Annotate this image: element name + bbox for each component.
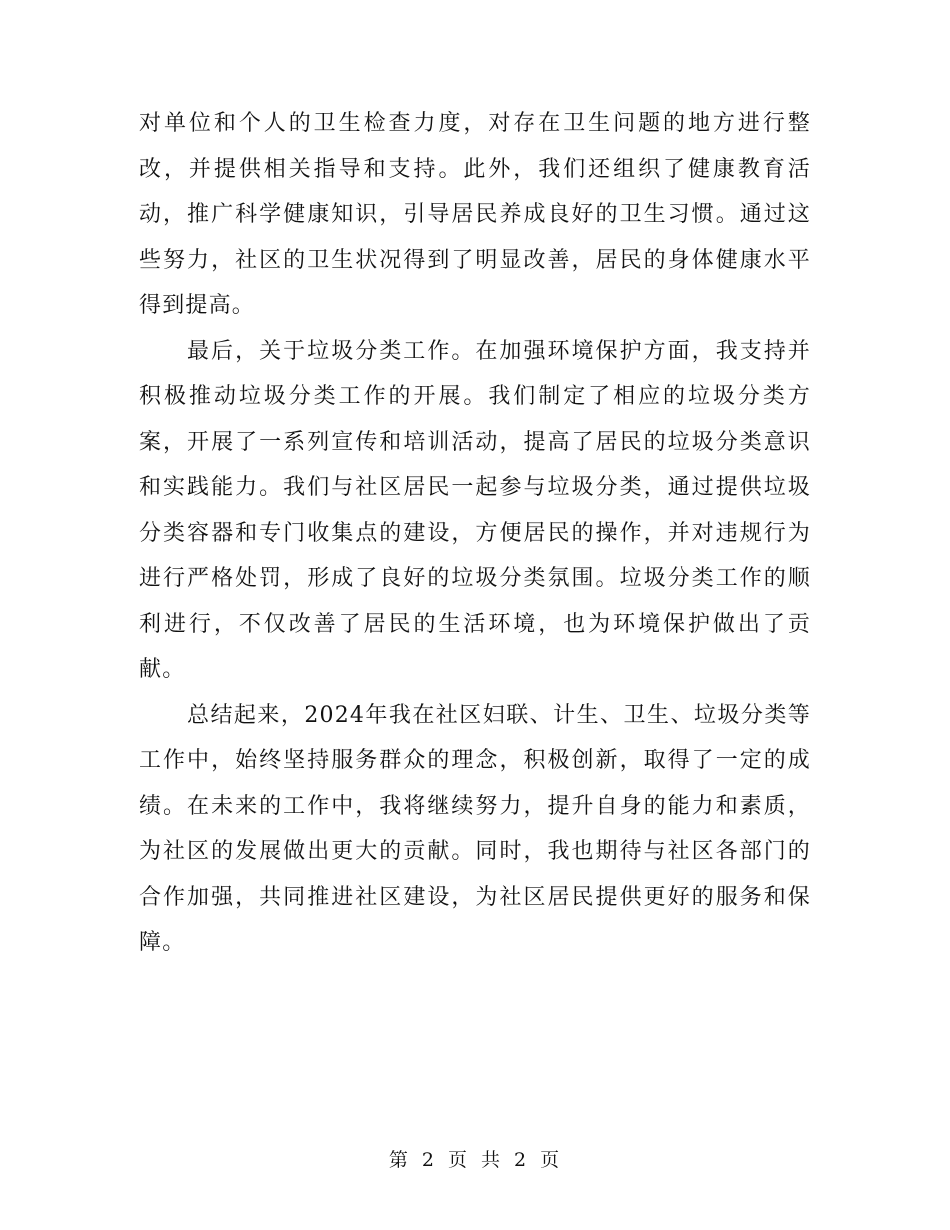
paragraph-summary: 总结起来，2024年我在社区妇联、计生、卫生、垃圾分类等工作中，始终坚持服务群众的理念，积极创新，取得了一定的成绩。在未来的工作中，我将继续努力，提升自身的能力和素质，为社区的发展做出更大的贡献。同时，我也期待与社区各部门的合作加强，共同推进社区建设，为社区居民提供更好的服务和保障。 [139,702,811,955]
paragraph-garbage-sorting: 最后，关于垃圾分类工作。在加强环境保护方面，我支持并积极推动垃圾分类工作的开展。我们制定了相应的垃圾分类方案，开展了一系列宣传和培训活动，提高了居民的垃圾分类意识和实践能力。我们与社区居民一起参与垃圾分类，通过提供垃圾分类容器和专门收集点的建设，方便居民的操作，并对违规行为进行严格处罚，形成了良好的垃圾分类氛围。垃圾分类工作的顺利进行，不仅改善了居民的生活环境，也为环境保护做出了贡献。 [139,338,811,682]
document-body [139,101,811,966]
paragraph-hygiene-continued: 对单位和个人的卫生检查力度，对存在卫生问题的地方进行整改，并提供相关指导和支持。此外，我们还组织了健康教育活动，推广科学健康知识，引导居民养成良好的卫生习惯。通过这些努力，社区的卫生状况得到了明显改善，居民的身体健康水平得到提高。 [139,111,811,318]
page-number-footer: 第 2 页 共 2 页 [388,1149,562,1171]
